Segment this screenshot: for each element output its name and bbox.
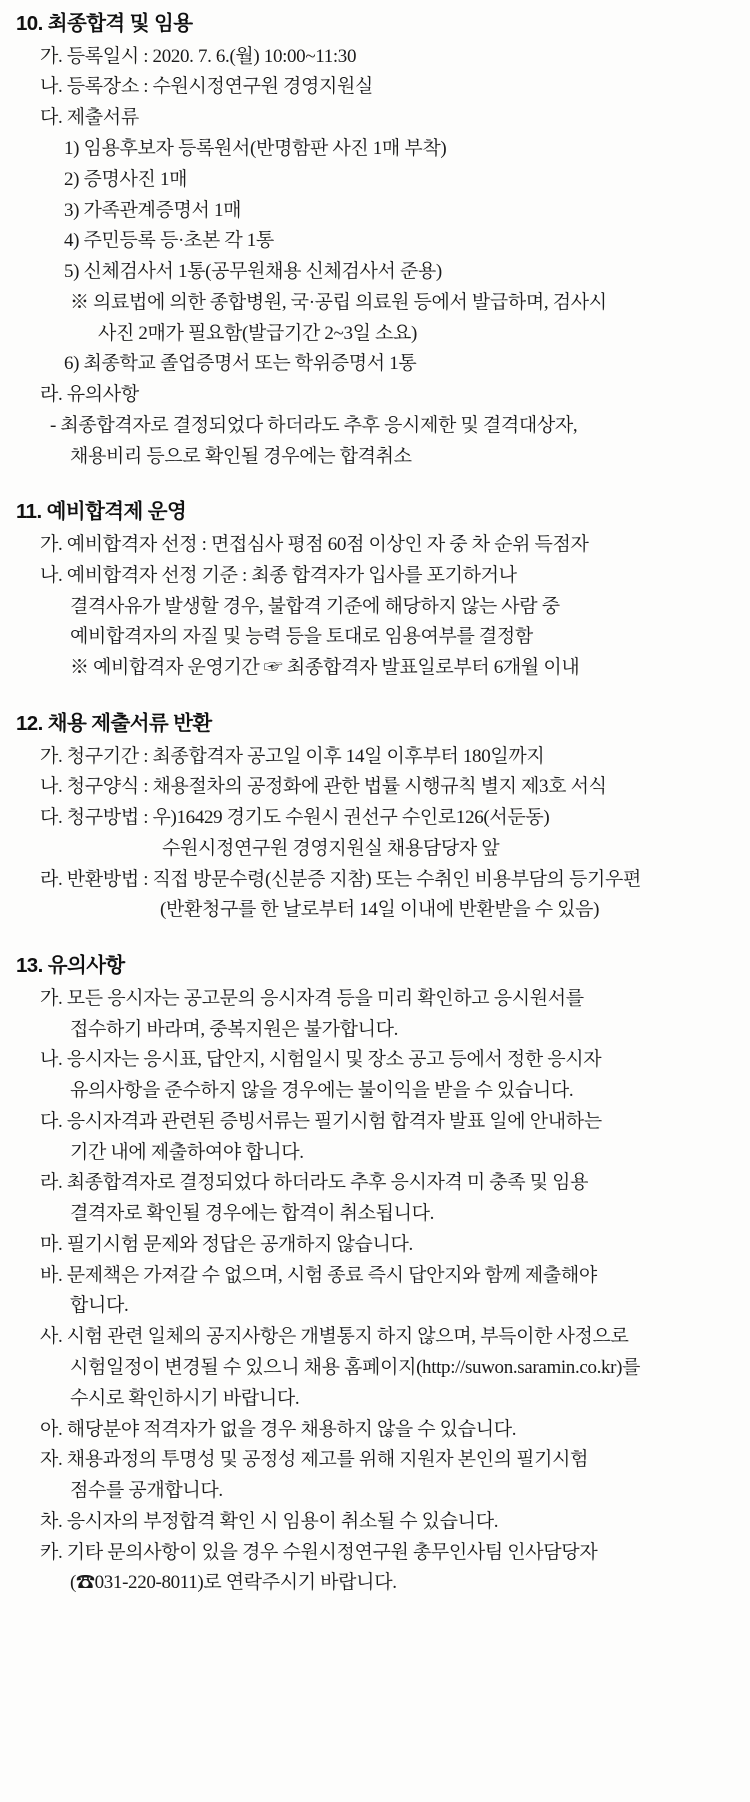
text-line: (☎031-220-8011)로 연락주시기 바랍니다. (70, 1572, 397, 1594)
text-line: 아. 해당분야 적격자가 없을 경우 채용하지 않을 수 있습니다. (40, 1418, 517, 1440)
text-line: 가. 모든 응시자는 공고문의 응시자격 등을 미리 확인하고 응시원서를 (40, 987, 584, 1009)
text-line: 6) 최종학교 졸업증명서 또는 학위증명서 1통 (64, 353, 417, 375)
text-line: 5) 신체검사서 1통(공무원채용 신체검사서 준용) (64, 261, 442, 283)
text-line: 나. 응시자는 응시표, 답안지, 시험일시 및 장소 공고 등에서 정한 응시자 (40, 1049, 602, 1071)
section-11 (14, 498, 736, 684)
section-10 (14, 10, 736, 472)
text-line: 유의사항을 준수하지 않을 경우에는 불이익을 받을 수 있습니다. (70, 1080, 574, 1102)
text-line: 다. 제출서류 (40, 107, 139, 129)
text-line: 나. 예비합격자 선정 기준 : 최종 합격자가 입사를 포기하거나 (40, 564, 517, 586)
text-line: 바. 문제책은 가져갈 수 없으며, 시험 종료 즉시 답안지와 함께 제출해야 (40, 1264, 597, 1286)
text-line: 수원시정연구원 경영지원실 채용담당자 앞 (162, 837, 500, 859)
text-line: 마. 필기시험 문제와 정답은 공개하지 않습니다. (40, 1233, 413, 1255)
section-12 (14, 710, 736, 926)
text-line: 1) 임용후보자 등록원서(반명함판 사진 1매 부착) (64, 137, 447, 159)
text-line: 2) 증명사진 1매 (64, 168, 188, 190)
text-line: ※ 예비합격자 운영기간 ☞ 최종합격자 발표일로부터 6개월 이내 (70, 657, 580, 679)
text-line: 3) 가족관계증명서 1매 (64, 199, 242, 221)
text-line: 다. 응시자격과 관련된 증빙서류는 필기시험 합격자 발표 일에 안내하는 (40, 1110, 602, 1132)
text-line: 차. 응시자의 부정합격 확인 시 임용이 취소될 수 있습니다. (40, 1510, 499, 1532)
section-heading: 13. 유의사항 (16, 954, 125, 978)
text-line: ※ 의료법에 의한 종합병원, 국·공립 의료원 등에서 발급하며, 검사시 (70, 291, 607, 313)
text-line: - 최종합격자로 결정되었다 하더라도 추후 응시제한 및 결격대상자, (50, 414, 578, 436)
text-line: 가. 예비합격자 선정 : 면접심사 평점 60점 이상인 자 중 차 순위 득점자 (40, 534, 589, 556)
text-line: 사. 시험 관련 일체의 공지사항은 개별통지 하지 않으며, 부득이한 사정으로 (40, 1326, 629, 1348)
text-line: (반환청구를 한 날로부터 14일 이내에 반환받을 수 있음) (160, 899, 600, 921)
text-line: 카. 기타 문의사항이 있을 경우 수원시정연구원 총무인사팀 인사담당자 (40, 1541, 598, 1563)
text-line: 점수를 공개합니다. (70, 1480, 223, 1502)
section-13 (14, 952, 736, 1599)
text-line: 시험일정이 변경될 수 있으니 채용 홈페이지(http://suwon.saramin.co.kr)를 (70, 1357, 641, 1379)
section-heading: 11. 예비합격제 운영 (16, 500, 187, 524)
text-line: 라. 유의사항 (40, 384, 139, 406)
text-line: 라. 최종합격자로 결정되었다 하더라도 추후 응시자격 미 충족 및 임용 (40, 1172, 589, 1194)
text-line: 가. 청구기간 : 최종합격자 공고일 이후 14일 이후부터 180일까지 (40, 745, 545, 767)
text-line: 채용비리 등으로 확인될 경우에는 합격취소 (70, 445, 412, 467)
text-line: 나. 등록장소 : 수원시정연구원 경영지원실 (40, 76, 373, 98)
document-body (14, 10, 736, 1599)
text-line: 라. 반환방법 : 직접 방문수령(신분증 지참) 또는 수취인 비용부담의 등기우편 (40, 868, 642, 890)
text-line: 기간 내에 제출하여야 합니다. (70, 1141, 304, 1163)
text-line: 합니다. (70, 1295, 129, 1317)
text-line: 자. 채용과정의 투명성 및 공정성 제고를 위해 지원자 본인의 필기시험 (40, 1449, 589, 1471)
text-line: 사진 2매가 필요함(발급기간 2~3일 소요) (98, 322, 417, 344)
text-line: 결격사유가 발생할 경우, 불합격 기준에 해당하지 않는 사람 중 (70, 595, 560, 617)
text-line: 가. 등록일시 : 2020. 7. 6.(월) 10:00~11:30 (40, 45, 357, 67)
text-line: 예비합격자의 자질 및 능력 등을 토대로 임용여부를 결정함 (70, 626, 533, 648)
section-heading: 12. 채용 제출서류 반환 (16, 711, 212, 735)
text-line: 다. 청구방법 : 우)16429 경기도 수원시 권선구 수인로126(서둔동) (40, 807, 550, 829)
text-line: 접수하기 바라며, 중복지원은 불가합니다. (70, 1018, 399, 1040)
text-line: 4) 주민등록 등·초본 각 1통 (64, 230, 274, 252)
text-line: 나. 청구양식 : 채용절차의 공정화에 관한 법률 시행규칙 별지 제3호 서식 (40, 776, 607, 798)
text-line: 수시로 확인하시기 바랍니다. (70, 1387, 300, 1409)
section-heading: 10. 최종합격 및 임용 (16, 12, 193, 35)
text-line: 결격자로 확인될 경우에는 합격이 취소됩니다. (70, 1203, 435, 1225)
